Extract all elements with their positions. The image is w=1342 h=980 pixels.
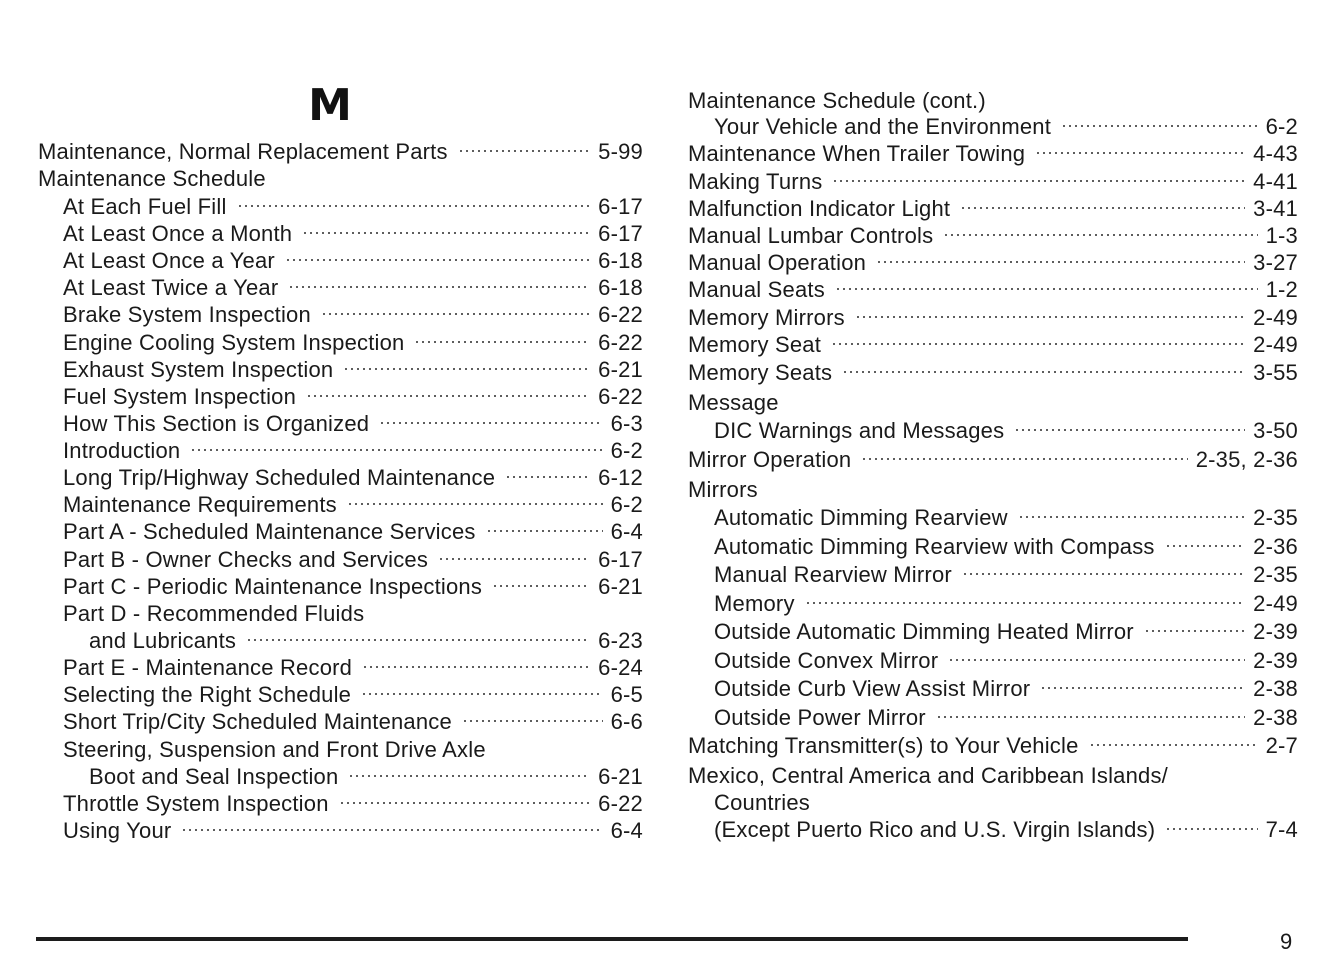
entry-text: Memory Seats bbox=[688, 360, 833, 385]
dot-leader bbox=[960, 206, 1245, 210]
entry-text: Introduction bbox=[63, 438, 181, 463]
dot-leader bbox=[948, 658, 1245, 662]
entry-text: Mexico, Central America and Caribbean Islands/ bbox=[688, 763, 1168, 788]
index-entry bbox=[714, 561, 1298, 588]
entry-page-number: 6-22 bbox=[598, 791, 643, 816]
index-entry bbox=[63, 437, 643, 464]
dot-leader bbox=[362, 665, 590, 669]
index-entry bbox=[714, 816, 1298, 843]
dot-leader bbox=[1018, 515, 1245, 519]
index-entry bbox=[688, 276, 1298, 303]
index-entry bbox=[63, 736, 643, 763]
index-entry bbox=[63, 790, 643, 817]
index-entry bbox=[63, 654, 643, 681]
dot-leader bbox=[348, 774, 590, 778]
entry-page-number: 2-38 bbox=[1253, 705, 1298, 730]
entry-page-number: 3-41 bbox=[1253, 196, 1298, 221]
index-entry bbox=[63, 410, 643, 437]
entry-text: Part A - Scheduled Maintenance Services bbox=[63, 519, 476, 544]
dot-leader bbox=[1040, 686, 1245, 690]
index-entry bbox=[688, 476, 1298, 503]
index-entry bbox=[63, 817, 643, 844]
entry-page-number: 6-4 bbox=[610, 519, 643, 544]
dot-leader bbox=[1165, 544, 1246, 548]
index-entry bbox=[38, 138, 643, 165]
dot-leader bbox=[339, 801, 591, 805]
index-entry bbox=[688, 249, 1298, 276]
index-entry bbox=[714, 590, 1298, 617]
dot-leader bbox=[962, 572, 1245, 576]
entry-text: Countries bbox=[714, 790, 810, 815]
dot-leader bbox=[414, 340, 590, 344]
index-entry bbox=[688, 304, 1298, 331]
entry-page-number: 2-38 bbox=[1253, 676, 1298, 701]
index-entry bbox=[688, 389, 1298, 416]
entry-page-number: 6-21 bbox=[598, 357, 643, 382]
index-entry bbox=[89, 627, 643, 654]
entry-page-number: 7-4 bbox=[1265, 817, 1298, 842]
dot-leader bbox=[306, 394, 590, 398]
entry-text: Outside Curb View Assist Mirror bbox=[714, 676, 1031, 701]
dot-leader bbox=[486, 529, 603, 533]
index-entry bbox=[688, 140, 1298, 167]
entry-page-number: 6-17 bbox=[598, 547, 643, 572]
index-entry bbox=[63, 220, 643, 247]
index-entry bbox=[714, 618, 1298, 645]
index-entry bbox=[63, 518, 643, 545]
entry-page-number: 6-12 bbox=[598, 465, 643, 490]
dot-leader bbox=[462, 719, 603, 723]
entry-text: Long Trip/Highway Scheduled Maintenance bbox=[63, 465, 496, 490]
entry-text: Automatic Dimming Rearview with Compass bbox=[714, 534, 1155, 559]
index-entry bbox=[688, 732, 1298, 759]
entry-text: Boot and Seal Inspection bbox=[89, 764, 339, 789]
entry-page-number: 6-2 bbox=[610, 492, 643, 517]
entry-page-number: 2-35, 2-36 bbox=[1195, 447, 1298, 472]
entry-text: Your Vehicle and the Environment bbox=[714, 114, 1052, 139]
index-entry bbox=[63, 301, 643, 328]
entry-page-number: 1-2 bbox=[1265, 277, 1298, 302]
entry-page-number: 2-39 bbox=[1253, 648, 1298, 673]
dot-leader bbox=[831, 342, 1245, 346]
index-entry bbox=[688, 168, 1298, 195]
entry-page-number: 3-55 bbox=[1253, 360, 1298, 385]
dot-leader bbox=[1014, 428, 1245, 432]
dot-leader bbox=[861, 457, 1187, 461]
entry-page-number: 6-22 bbox=[598, 384, 643, 409]
entry-text: At Least Once a Year bbox=[63, 248, 275, 273]
dot-leader bbox=[832, 179, 1245, 183]
dot-leader bbox=[288, 285, 590, 289]
entry-text: Manual Operation bbox=[688, 250, 867, 275]
index-entry bbox=[688, 446, 1298, 473]
footer-page-number: 9 bbox=[1280, 929, 1293, 954]
entry-text: Part E - Maintenance Record bbox=[63, 655, 353, 680]
index-entry bbox=[63, 600, 643, 627]
entry-text: Mirror Operation bbox=[688, 447, 852, 472]
index-entry bbox=[63, 681, 643, 708]
dot-leader bbox=[1165, 827, 1257, 831]
dot-leader bbox=[805, 601, 1246, 605]
dot-leader bbox=[438, 557, 590, 561]
dot-leader bbox=[842, 370, 1245, 374]
dot-leader bbox=[347, 502, 603, 506]
entry-page-number: 2-7 bbox=[1265, 733, 1298, 758]
index-entry bbox=[714, 675, 1298, 702]
entry-page-number: 4-43 bbox=[1253, 141, 1298, 166]
entry-text: Mirrors bbox=[688, 477, 758, 502]
entry-text: Brake System Inspection bbox=[63, 302, 311, 327]
entry-text: DIC Warnings and Messages bbox=[714, 418, 1005, 443]
entry-page-number: 2-49 bbox=[1253, 591, 1298, 616]
entry-page-number: 6-21 bbox=[598, 764, 643, 789]
entry-text: Maintenance Schedule (cont.) bbox=[688, 88, 986, 113]
entry-text: At Least Once a Month bbox=[63, 221, 293, 246]
entry-text: Message bbox=[688, 390, 779, 415]
dot-leader bbox=[1035, 151, 1245, 155]
entry-text: Manual Seats bbox=[688, 277, 825, 302]
entry-text: Short Trip/City Scheduled Maintenance bbox=[63, 709, 452, 734]
entry-text: Outside Power Mirror bbox=[714, 705, 926, 730]
index-entry bbox=[63, 464, 643, 491]
index-entry bbox=[714, 704, 1298, 731]
index-entry bbox=[63, 383, 643, 410]
index-entry bbox=[688, 359, 1298, 386]
entry-page-number: 6-22 bbox=[598, 330, 643, 355]
entry-page-number: 6-17 bbox=[598, 194, 643, 219]
dot-leader bbox=[379, 421, 602, 425]
entry-text: Part B - Owner Checks and Services bbox=[63, 547, 429, 572]
index-entry bbox=[688, 762, 1298, 789]
entry-text: Maintenance Schedule bbox=[38, 166, 266, 191]
dot-leader bbox=[361, 692, 602, 696]
entry-page-number: 4-41 bbox=[1253, 169, 1298, 194]
index-entry bbox=[63, 573, 643, 600]
index-entry bbox=[688, 222, 1298, 249]
entry-page-number: 6-17 bbox=[598, 221, 643, 246]
entry-text: (Except Puerto Rico and U.S. Virgin Islands) bbox=[714, 817, 1156, 842]
dot-leader bbox=[1089, 743, 1258, 747]
index-entry bbox=[63, 491, 643, 518]
dot-leader bbox=[936, 715, 1245, 719]
entry-text: Memory bbox=[714, 591, 795, 616]
index-entry bbox=[63, 546, 643, 573]
entry-page-number: 6-18 bbox=[598, 248, 643, 273]
entry-page-number: 6-22 bbox=[598, 302, 643, 327]
dot-leader bbox=[943, 233, 1257, 237]
index-entry bbox=[688, 195, 1298, 222]
index-entry bbox=[714, 533, 1298, 560]
entry-text: Maintenance When Trailer Towing bbox=[688, 141, 1026, 166]
index-entry bbox=[63, 708, 643, 735]
entry-page-number: 5-99 bbox=[598, 139, 643, 164]
dot-leader bbox=[1144, 629, 1245, 633]
entry-page-number: 6-18 bbox=[598, 275, 643, 300]
entry-text: Exhaust System Inspection bbox=[63, 357, 334, 382]
entry-text: Manual Rearview Mirror bbox=[714, 562, 952, 587]
entry-page-number: 6-21 bbox=[598, 574, 643, 599]
index-entry bbox=[63, 329, 643, 356]
index-entry bbox=[714, 504, 1298, 531]
entry-text: Making Turns bbox=[688, 169, 823, 194]
index-entry bbox=[63, 247, 643, 274]
entry-page-number: 2-39 bbox=[1253, 619, 1298, 644]
dot-leader bbox=[876, 260, 1245, 264]
dot-leader bbox=[505, 475, 590, 479]
index-entry bbox=[688, 331, 1298, 358]
index-entry bbox=[714, 647, 1298, 674]
section-letter-heading: M bbox=[308, 80, 352, 131]
index-entry bbox=[714, 113, 1298, 140]
entry-text: Outside Convex Mirror bbox=[714, 648, 939, 673]
dot-leader bbox=[237, 204, 591, 208]
entry-text: Using Your bbox=[63, 818, 172, 843]
dot-leader bbox=[855, 315, 1245, 319]
dot-leader bbox=[285, 258, 590, 262]
entry-text: Engine Cooling System Inspection bbox=[63, 330, 405, 355]
entry-text: Fuel System Inspection bbox=[63, 384, 297, 409]
entry-text: Throttle System Inspection bbox=[63, 791, 329, 816]
index-entry bbox=[89, 763, 643, 790]
entry-page-number: 2-36 bbox=[1253, 534, 1298, 559]
entry-page-number: 6-6 bbox=[610, 709, 643, 734]
entry-page-number: 3-50 bbox=[1253, 418, 1298, 443]
entry-text: Part D - Recommended Fluids bbox=[63, 601, 365, 626]
index-entry bbox=[63, 274, 643, 301]
entry-page-number: 6-2 bbox=[1265, 114, 1298, 139]
dot-leader bbox=[343, 367, 590, 371]
dot-leader bbox=[302, 231, 590, 235]
entry-text: Selecting the Right Schedule bbox=[63, 682, 352, 707]
entry-text: Maintenance, Normal Replacement Parts bbox=[38, 139, 448, 164]
entry-text: and Lubricants bbox=[89, 628, 237, 653]
dot-leader bbox=[321, 312, 590, 316]
entry-text: At Least Twice a Year bbox=[63, 275, 279, 300]
index-entry bbox=[714, 789, 1298, 816]
footer-rule bbox=[36, 937, 1188, 941]
entry-text: Part C - Periodic Maintenance Inspections bbox=[63, 574, 483, 599]
entry-text: Malfunction Indicator Light bbox=[688, 196, 951, 221]
dot-leader bbox=[246, 638, 590, 642]
entry-text: Memory Seat bbox=[688, 332, 822, 357]
entry-text: Outside Automatic Dimming Heated Mirror bbox=[714, 619, 1134, 644]
entry-page-number: 6-24 bbox=[598, 655, 643, 680]
entry-text: Manual Lumbar Controls bbox=[688, 223, 934, 248]
index-entry bbox=[63, 356, 643, 383]
entry-text: Maintenance Requirements bbox=[63, 492, 337, 517]
dot-leader bbox=[458, 149, 590, 153]
entry-page-number: 3-27 bbox=[1253, 250, 1298, 275]
entry-text: At Each Fuel Fill bbox=[63, 194, 227, 219]
entry-text: Memory Mirrors bbox=[688, 305, 845, 330]
entry-page-number: 2-49 bbox=[1253, 332, 1298, 357]
entry-page-number: 6-4 bbox=[610, 818, 643, 843]
entry-page-number: 6-23 bbox=[598, 628, 643, 653]
entry-text: Automatic Dimming Rearview bbox=[714, 505, 1008, 530]
index-entry bbox=[688, 87, 1298, 114]
entry-page-number: 6-3 bbox=[610, 411, 643, 436]
entry-page-number: 1-3 bbox=[1265, 223, 1298, 248]
entry-page-number: 2-49 bbox=[1253, 305, 1298, 330]
index-entry bbox=[38, 165, 643, 192]
entry-page-number: 2-35 bbox=[1253, 505, 1298, 530]
dot-leader bbox=[1061, 124, 1258, 128]
entry-page-number: 6-2 bbox=[610, 438, 643, 463]
dot-leader bbox=[492, 584, 590, 588]
dot-leader bbox=[835, 287, 1258, 291]
entry-page-number: 2-35 bbox=[1253, 562, 1298, 587]
index-entry bbox=[63, 193, 643, 220]
entry-text: How This Section is Organized bbox=[63, 411, 370, 436]
entry-page-number: 6-5 bbox=[610, 682, 643, 707]
dot-leader bbox=[181, 828, 602, 832]
dot-leader bbox=[190, 448, 602, 452]
entry-text: Steering, Suspension and Front Drive Axle bbox=[63, 737, 486, 762]
entry-text: Matching Transmitter(s) to Your Vehicle bbox=[688, 733, 1079, 758]
index-entry bbox=[714, 417, 1298, 444]
